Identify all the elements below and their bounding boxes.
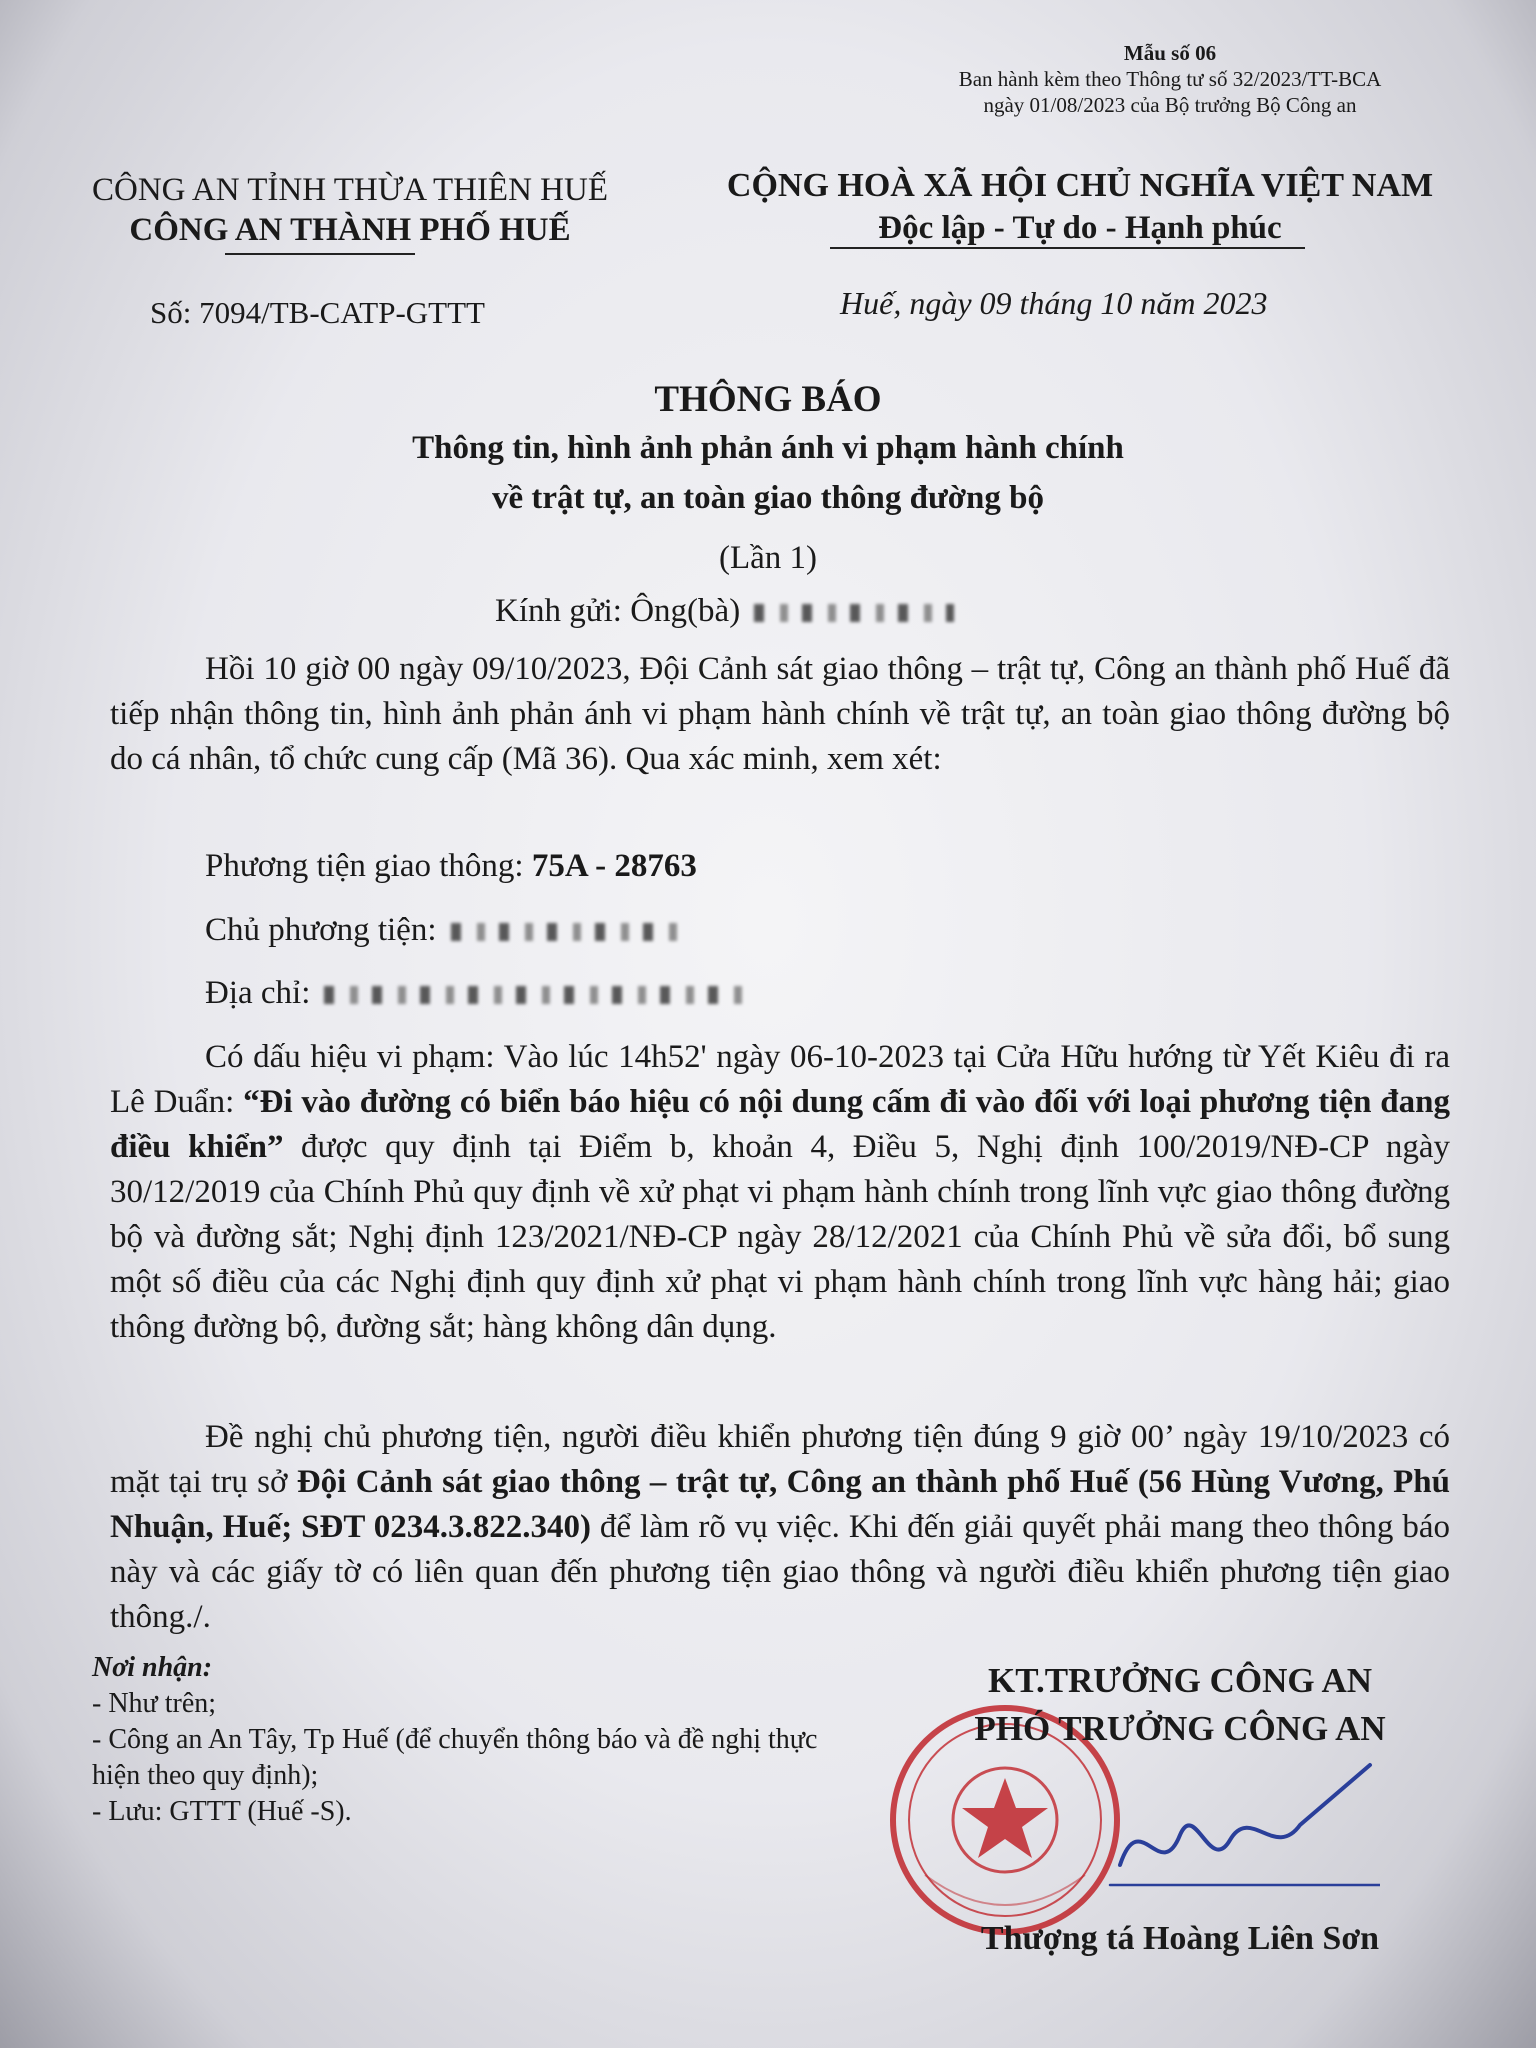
signer-name: Thượng tá Hoàng Liên Sơn [980,1920,1380,1957]
issuing-agency [40,170,660,250]
owner-field [205,912,681,949]
signatory-authority: KT.TRƯỞNG CÔNG AN [987,1661,1373,1700]
addressee-label: Kính gửi: Ông(bà) [495,593,741,629]
owner-label: Chủ phương tiện: [205,912,437,948]
recipients-block [92,1650,832,1830]
agency-underline [225,253,415,255]
summons-paragraph [110,1415,1450,1640]
recipients-heading: Nơi nhận: [92,1652,213,1683]
redacted-owner [451,923,681,941]
signature-block [880,1657,1480,1753]
form-reference [880,40,1460,118]
intro-paragraph: Hồi 10 giờ 00 ngày 09/10/2023, Đội Cảnh sát giao thông – trật tự, Công an thành phố Huế đã tiếp nhận thông tin, hình ảnh phản ánh vi phạm hành chính về trật tự, an toàn giao thông đường bộ do cá nhân, tổ chức cung cấp (Mã 36). Qua xác minh, xem xét: [110,651,1450,777]
national-motto: Độc lập - Tự do - Hạnh phúc [878,210,1282,246]
document-title: THÔNG BÁO [654,379,882,420]
recipient-item: - Công an An Tây, Tp Huế (để chuyển thông báo và đề nghị thực hiện theo quy định); [92,1724,818,1791]
violation-description: “Đi vào đường có biển báo hiệu có nội dung cấm đi vào đối với loại phương tiện đang điều khiển” [110,1084,1450,1165]
redacted-address [324,986,744,1004]
country-name: CỘNG HOÀ XÃ HỘI CHỦ NGHĨA VIỆT NAM [726,167,1434,204]
handwritten-signature [1100,1745,1380,1895]
parent-agency: CÔNG AN TỈNH THỪA THIÊN HUẾ [91,172,608,208]
form-issuance-line: Ban hành kèm theo Thông tư số 32/2023/TT-BCA [958,67,1382,91]
addressee [495,593,954,630]
document-subtitle-line2: về trật tự, an toàn giao thông đường bộ [491,480,1044,516]
form-issuance-date: ngày 01/08/2023 của Bộ trưởng Bộ Công an [983,93,1357,117]
recipient-item: - Như trên; [92,1688,217,1719]
form-number: Mẫu số 06 [1123,41,1217,65]
violation-intro: Có dấu hiệu vi phạm: Vào lúc 14h52' ngày 06-10-2023 tại Cửa Hữu hướng từ Yết Kiêu đi ra Lê Duẩn: [110,1039,1450,1120]
national-header [680,165,1480,249]
address-field [205,975,744,1012]
vehicle-field [205,848,697,885]
office-address: Đội Cảnh sát giao thông – trật tự, Công an thành phố Huế (56 Hùng Vương, Phú Nhuận, Huế; SĐT 0234.3.822.340) [110,1464,1450,1545]
document-number: Số: 7094/TB-CATP-GTTT [150,295,485,330]
license-plate: 75A - 28763 [531,848,697,884]
address-label: Địa chỉ: [205,975,311,1011]
violation-paragraph [110,1035,1450,1350]
motto-underline [830,247,1305,249]
vehicle-label: Phương tiện giao thông: [205,848,532,884]
summons-instructions: để làm rõ vụ việc. Khi đến giải quyết phải mang theo thông báo này và các giấy tờ có liên quan đến phương tiện giao thông và người điều khiển phương tiện giao thông./. [110,1509,1451,1635]
unit-agency: CÔNG AN THÀNH PHỐ HUẾ [129,212,571,248]
document-subtitle-line1: Thông tin, hình ảnh phản ánh vi phạm hành chính [412,430,1124,466]
place-and-date: Huế, ngày 09 tháng 10 năm 2023 [840,285,1268,321]
notice-iteration: (Lần 1) [718,540,818,576]
summons-intro: Đề nghị chủ phương tiện, người điều khiển phương tiện đúng 9 giờ 00’ ngày 19/10/2023 có mặt tại trụ sở [110,1419,1450,1500]
recipient-item: - Lưu: GTTT (Huế -S). [92,1796,352,1827]
signatory-position: PHÓ TRƯỞNG CÔNG AN [974,1709,1386,1748]
violation-legal-basis: được quy định tại Điểm b, khoản 4, Điều 5, Nghị định 100/2019/NĐ-CP ngày 30/12/2019 của Chính Phủ quy định về xử phạt vi phạm hành chính trong lĩnh vực giao thông đường bộ và đường sắt; Nghị định 123/2021/NĐ-CP ngày 28/12/2021 của Chính Phủ về sửa đổi, bổ sung một số điều của các Nghị định quy định xử phạt vi phạm hành chính trong lĩnh vực hàng hải; giao thông đường bộ, đường sắt; hàng không dân dụng. [110,1129,1450,1345]
redacted-name [754,604,954,622]
